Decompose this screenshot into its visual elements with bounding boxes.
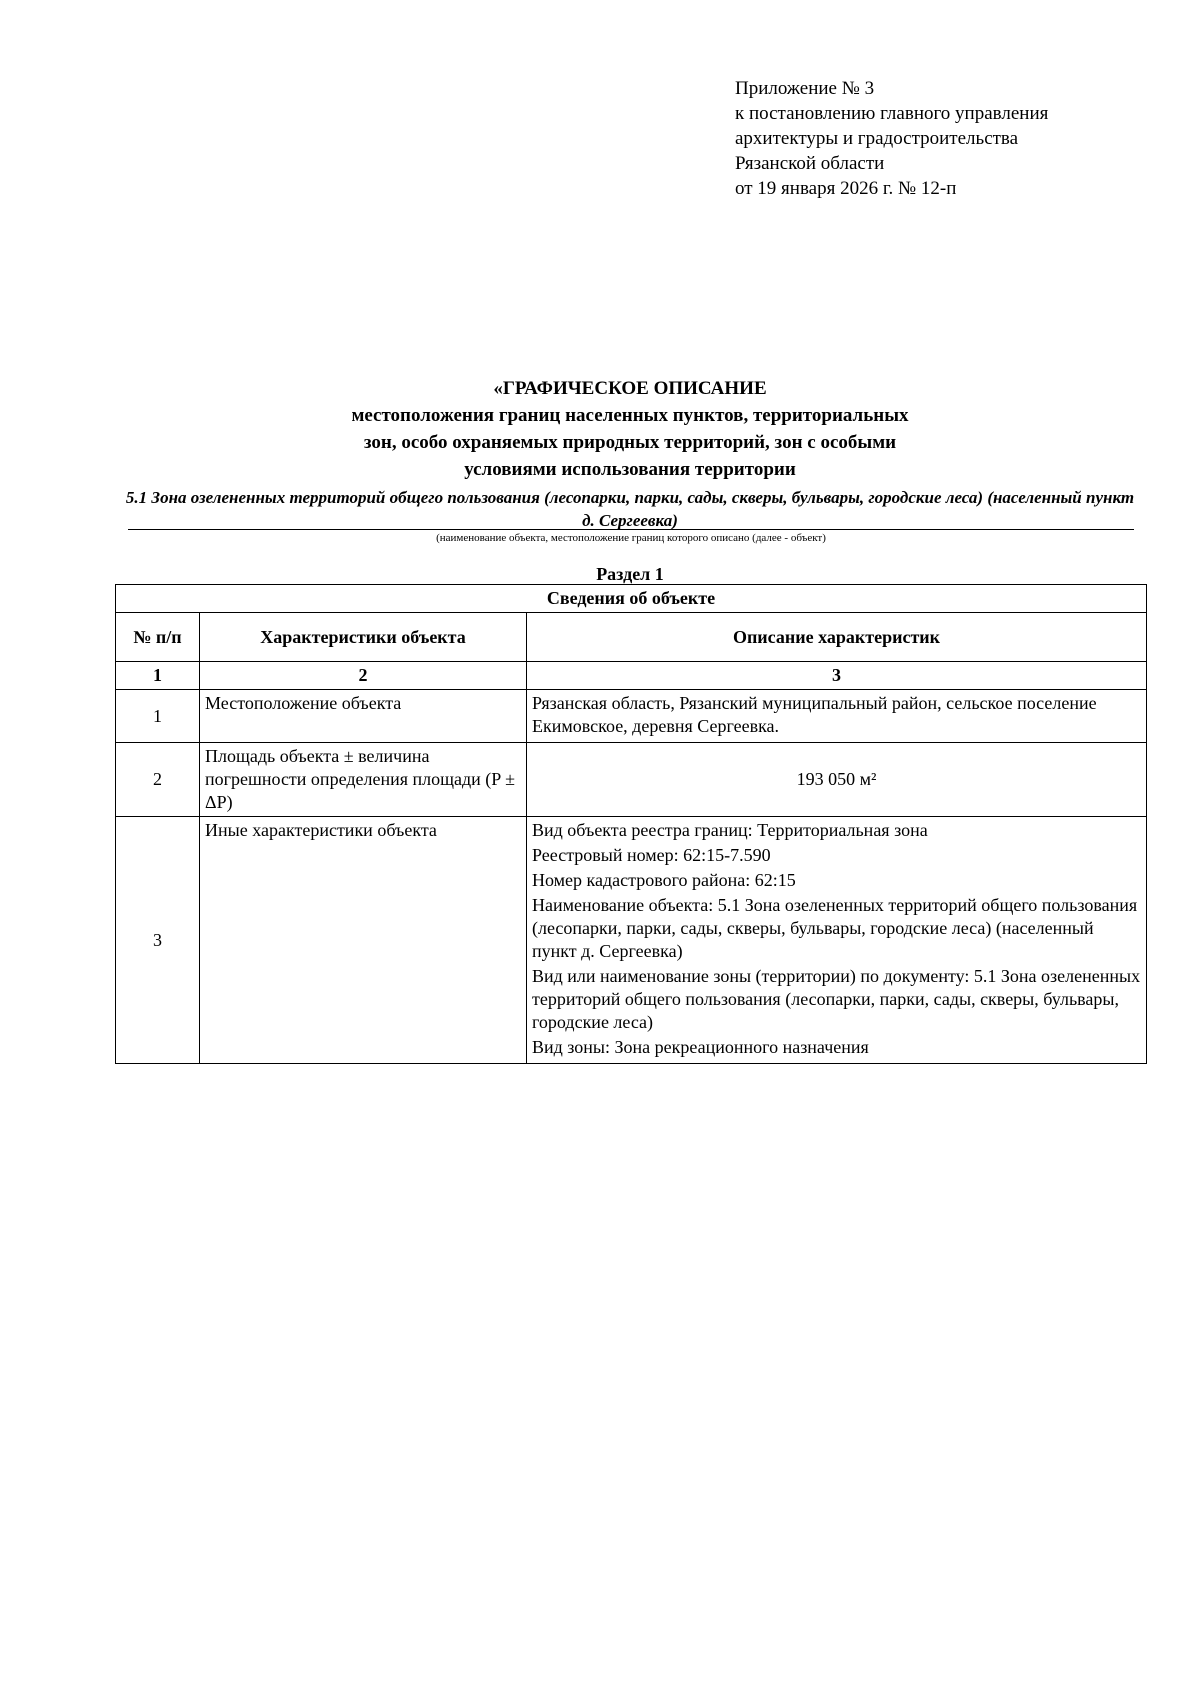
column-number: 2: [200, 662, 527, 690]
row-characteristic: Площадь объекта ± величина погрешности определения площади (P ± ΔP): [200, 743, 527, 817]
document-title: [120, 375, 1140, 532]
row-description: [527, 743, 1147, 817]
table-row: [116, 817, 1147, 1064]
underline-rule: [128, 529, 1134, 530]
title-line: условиями использования территории: [464, 459, 796, 480]
appendix-line: архитектуры и градостроительства: [735, 128, 1019, 149]
section-title: Раздел 1: [596, 564, 664, 584]
object-name-caption: (наименование объекта, местоположение границ которого описано (далее - объект): [436, 532, 826, 544]
column-number: 3: [527, 662, 1147, 690]
table-row: [116, 743, 1147, 817]
row-characteristic: Местоположение объекта: [200, 690, 527, 743]
row-num: 3: [116, 817, 200, 1064]
appendix-line: к постановлению главного управления: [735, 103, 1049, 124]
column-number-row: [116, 662, 1147, 690]
description-line: Вид зоны: Зона рекреационного назначения: [532, 1037, 869, 1057]
header-characteristics: Характеристики объекта: [200, 613, 527, 662]
title-line: зон, особо охраняемых природных территорий, зон с особыми: [363, 432, 897, 453]
row-num: 1: [116, 690, 200, 743]
row-characteristic: Иные характеристики объекта: [200, 817, 527, 1064]
appendix-line: Рязанской области: [735, 153, 885, 174]
table-row: [116, 690, 1147, 743]
title-line: «ГРАФИЧЕСКОЕ ОПИСАНИЕ: [493, 378, 767, 399]
object-name: 5.1 Зона озелененных территорий общего пользования (лесопарки, парки, сады, скверы, бульвары, городские леса) (населенный пункт д. Сергеевка): [125, 488, 1135, 530]
appendix-line: Приложение № 3: [735, 78, 875, 99]
appendix-line: от 19 января 2026 г. № 12-п: [735, 178, 957, 199]
table-header-row: [116, 613, 1147, 662]
column-number: 1: [116, 662, 200, 690]
appendix-note: [735, 76, 1048, 201]
object-info-table: [115, 584, 1147, 1064]
table-title-row: [116, 585, 1147, 613]
description-line: Вид объекта реестра границ: Территориальная зона: [532, 820, 928, 840]
description-line: Рязанская область, Рязанский муниципальный район, сельское поселение Екимовское, деревня Сергеевка.: [532, 693, 1097, 736]
description-line: Вид или наименование зоны (территории) по документу: 5.1 Зона озелененных территорий общего пользования (лесопарки, парки, сады, скверы, бульвары, городские леса): [532, 966, 1141, 1032]
row-num: 2: [116, 743, 200, 817]
area-value: 193 050 м²: [796, 769, 877, 789]
header-description: Описание характеристик: [527, 613, 1147, 662]
header-num: № п/п: [116, 613, 200, 662]
title-line: местоположения границ населенных пунктов, территориальных: [351, 405, 909, 426]
row-description: [527, 817, 1147, 1064]
description-line: Реестровый номер: 62:15-7.590: [532, 845, 771, 865]
description-line: Наименование объекта: 5.1 Зона озелененных территорий общего пользования (лесопарки, парки, сады, скверы, бульвары, городские леса) (населенный пункт д. Сергеевка): [532, 895, 1138, 961]
description-line: Номер кадастрового района: 62:15: [532, 870, 796, 890]
table-title: Сведения об объекте: [116, 585, 1147, 613]
row-description: [527, 690, 1147, 743]
